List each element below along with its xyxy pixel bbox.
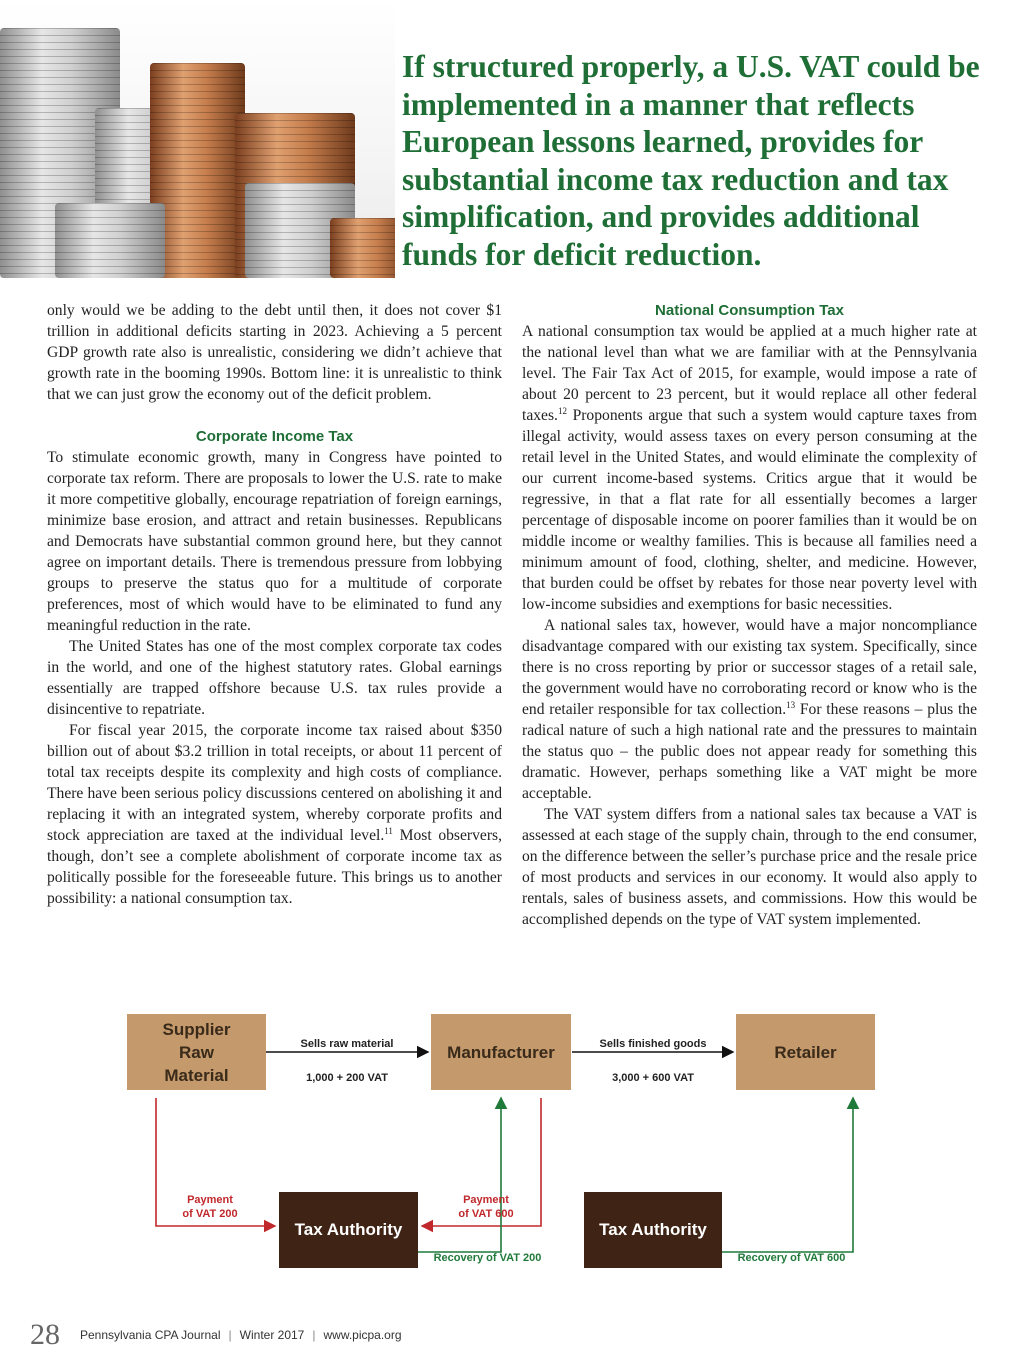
paragraph: only would we be adding to the debt until then, it does not cover $1 trillion in additional deficits starting in 2023. Achieving a 5 percent GDP growth rate also is unrealistic, considering we didn’t achieve that growth rate in the booming 1990s. Bottom line: it is unrealistic to think that we can just grow the economy out of the deficit problem.	[47, 302, 502, 403]
paragraph: The United States has one of the most complex corporate tax codes in the world, and one of the highest statutory rates. Global earnings essentially are trapped offshore because U.S. tax rules provide a disincentive to repatriate.	[47, 638, 502, 718]
paragraph: To stimulate economic growth, many in Congress have pointed to corporate tax reform. There are proposals to lower the U.S. rate to make it more competitive globally, encourage repatriation of foreign earnings, minimize base erosion, and attract and retain businesses. Republicans and Democrats have substantial common ground here, but they cannot agree on important details. There is tremendous pressure from lobbying groups to preserve the status quo for a multitude of corporate preferences, most of which would have to be eliminated to fund any meaningful reduction in the rate.	[47, 449, 502, 634]
supplier-line: Raw	[179, 1042, 214, 1062]
footnote-ref: 12	[557, 405, 567, 416]
recovery-vat-200-label: Recovery of VAT 200	[433, 1252, 542, 1264]
vat-flow-diagram	[0, 1000, 1024, 1280]
paragraph	[522, 615, 977, 804]
recovery-vat-600-label: Recovery of VAT 600	[737, 1252, 846, 1264]
recovery-arrow	[722, 1098, 853, 1252]
text-run: A national consumption tax would be applied at a much higher rate at the national level than what we are familiar with at the Pennsylvania level. The Fair Tax Act of 2015, for example, would impose a rate of about 20 percent to 23 percent, but it would replace all other federal taxes.	[522, 323, 977, 424]
tax-authority-box	[584, 1192, 722, 1268]
section-heading-corporate-income-tax: Corporate Income Tax	[195, 428, 354, 445]
manufacturer-label: Manufacturer	[447, 1042, 555, 1062]
paragraph	[522, 321, 977, 615]
text-run: Proponents argue that such a system would capture taxes from illegal activity, would assess taxes on every person consuming at the retail level in the United States, and would eliminate the complexity of our current income-based systems. Critics argue that it would be regressive, in that a flat rate for all essentially becomes a larger percentage of disposable income on poorer families than it would be on middle income or wealthy families. This is because all families need a minimum amount of food, clothing, shelter, and medicine. However, that burden could be offset by rebates for those near poverty level with low-income subsidies and exemptions for basic necessities.	[522, 407, 977, 613]
page-number: 28	[30, 1318, 60, 1351]
payment-vat-200-label	[160, 1193, 260, 1221]
label-line: Payment	[463, 1194, 509, 1206]
footer-separator: |	[312, 1328, 316, 1342]
text-run: For fiscal year 2015, the corporate income tax raised about $350 billion out of about $3.2 trillion in total receipts, or about 11 percent of total tax receipts despite its complexity and high costs of compliance. There have been serious policy discussions centered on abolishing it and replacing it with an integrated system, whereby corporate profits and stock appreciation are taxed at the individual level.	[47, 722, 502, 844]
text-run: A national sales tax, however, would have a major noncompliance disadvantage compared with our existing tax system. Specifically, since there is no cross reporting by prior or successor stages of a retail sale, the government would have no corroborating record or know who is the end retailer responsible for tax collection.	[522, 617, 977, 718]
text-run: Most observers, though, don’t see a complete abolishment of corporate income tax as politically possible for the foreseeable future. This brings us to another possibility: a national consumption tax.	[47, 827, 502, 907]
manufacturer-box	[431, 1014, 571, 1090]
tax-authority-label: Tax Authority	[294, 1220, 403, 1239]
tax-authority-box	[279, 1192, 418, 1268]
coin-stack	[55, 203, 165, 278]
label-line: of VAT 600	[458, 1208, 514, 1220]
sells-raw-amount: 1,000 + 200 VAT	[306, 1072, 388, 1084]
supplier-line: Material	[164, 1065, 229, 1085]
website-link[interactable]: www.picpa.org	[323, 1328, 402, 1342]
payment-vat-600-label	[436, 1193, 536, 1221]
paragraph	[47, 720, 502, 909]
paragraph: The VAT system differs from a national sales tax because a VAT is assessed at each stage of the supply chain, through to the end consumer, on the difference between the seller’s purchase price and the resale price of most products and services in our economy. It would also apply to rentals, sales of business assets, and commissions. How this would be accomplished depends on the type of VAT system implemented.	[522, 806, 977, 928]
recovery-arrow	[418, 1098, 501, 1252]
footer-separator: |	[228, 1328, 232, 1342]
sells-finished-label: Sells finished goods	[599, 1038, 707, 1050]
supplier-line: Supplier	[162, 1019, 231, 1039]
publication-name: Pennsylvania CPA Journal	[80, 1328, 221, 1342]
pull-quote: If structured properly, a U.S. VAT could be implemented in a manner that reflects European lessons learned, provides for substantial income tax reduction and tax simplification, and provides additional funds for deficit reduction.	[402, 49, 980, 272]
sells-raw-label: Sells raw material	[300, 1038, 394, 1050]
page-footer	[30, 1315, 402, 1355]
label-line: of VAT 200	[182, 1208, 238, 1220]
supplier-label	[162, 1018, 230, 1087]
right-column	[522, 300, 977, 930]
left-column	[47, 300, 502, 909]
footnote-ref: 13	[786, 699, 796, 710]
section-heading-national-consumption-tax: National Consumption Tax	[655, 302, 844, 319]
text-run: For these reasons – plus the radical nature of such a high national rate and the pressures to maintain the status quo – the public does not appear ready for something this dramatic. However, perhaps something like a VAT might be more acceptable.	[522, 701, 978, 802]
footnote-ref: 11	[384, 825, 393, 836]
supplier-box	[127, 1014, 266, 1090]
coin-stack	[330, 218, 395, 278]
issue-date: Winter 2017	[239, 1328, 305, 1342]
retailer-label: Retailer	[774, 1042, 837, 1062]
retailer-box	[736, 1014, 875, 1090]
tax-authority-label: Tax Authority	[599, 1220, 707, 1239]
sells-finished-amount: 3,000 + 600 VAT	[612, 1072, 694, 1084]
coins-image	[0, 0, 395, 278]
label-line: Payment	[187, 1194, 233, 1206]
